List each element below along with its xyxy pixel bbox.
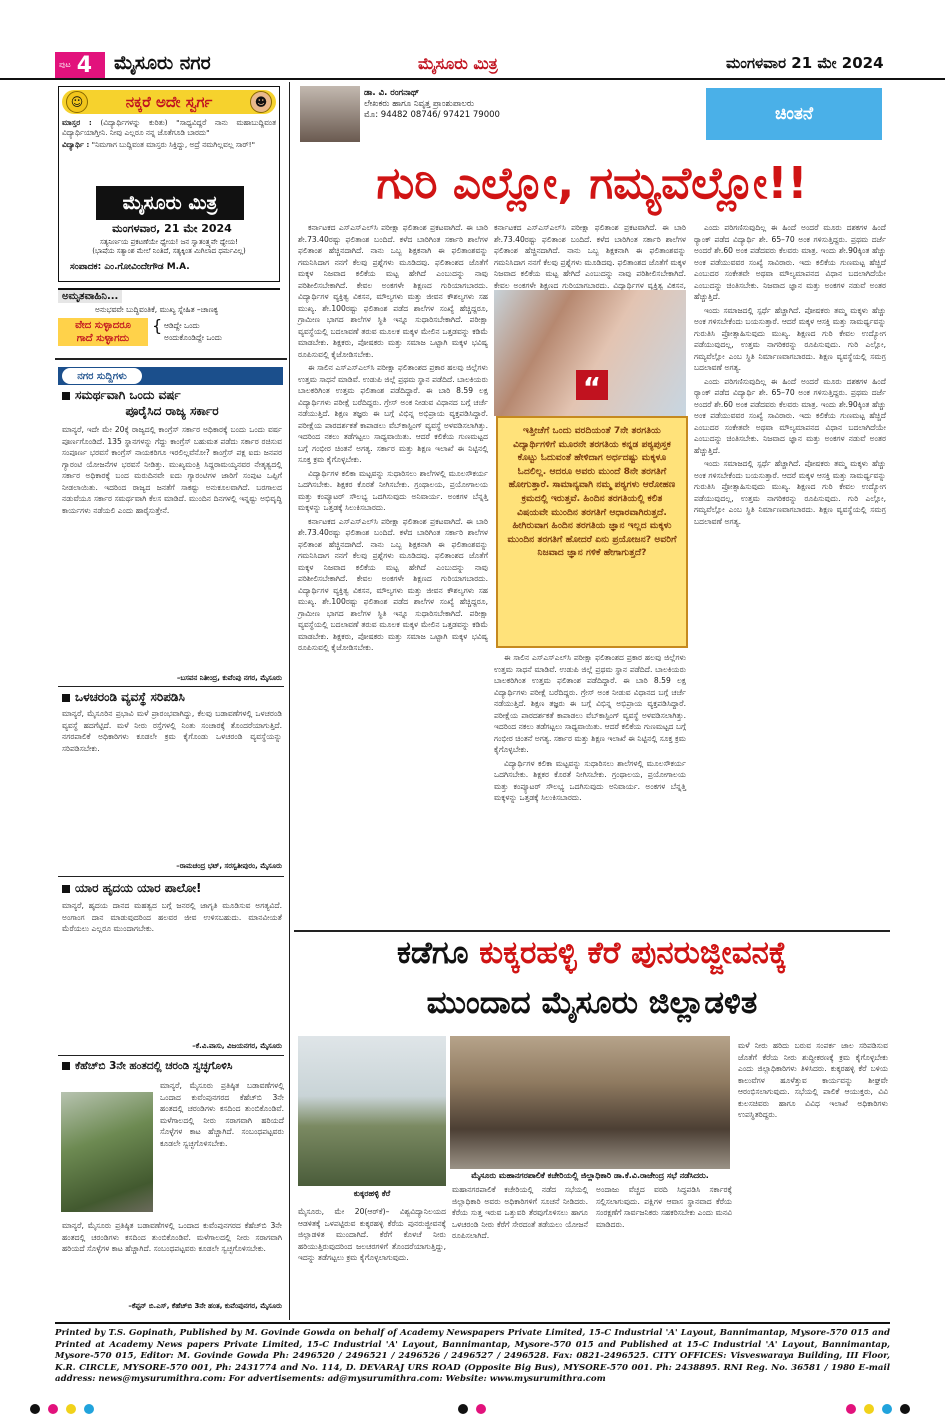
column-body-2-top: ಕರ್ನಾಟಕದ ಎಸ್ಎಸ್ಎಲ್‌ಸಿ ಪರೀಕ್ಷಾ ಫಲಿತಾಂಶ ಪ್ರಕಟವಾಗಿದೆ. ಈ ಬಾರಿ ಶೇ.73.40ರಷ್ಟು ಫಲಿತಾಂಶ ಬಂದಿದೆ. ಕಳೆದ ಬಾರಿಗಿಂತ ಸರ್ಕಾರಿ ಶಾಲೆಗಳ ಫಲಿತಾಂಶ ಹೆಚ್ಚಿನದಾಗಿದೆ. ನಾನು ಒಬ್ಬ ಶಿಕ್ಷಕನಾಗಿ ಈ ಫಲಿತಾಂಶವನ್ನು ಗಮನಿಸಿದಾಗ ನನಗೆ ಕೆಲವು ಪ್ರಶ್ನೆಗಳು ಮೂಡಿದವು. ಫಲಿತಾಂಶದ ಜೊತೆಗೆ ಮಕ್ಕಳ ನಿಜವಾದ ಕಲಿಕೆಯ ಮಟ್ಟ ಹೇಗಿದೆ ಎಂಬುದನ್ನು ನಾವು ಪರಿಶೀಲಿಸಬೇಕಾಗಿದೆ. ಕೇವಲ ಅಂಕಗಳೇ ಶಿಕ್ಷಣದ ಗುರಿಯಾಗಬಾರದು. ವಿದ್ಯಾರ್ಥಿಗಳ ವ್ಯಕ್ತಿತ್ವ ವಿಕಸನ, (494, 223, 686, 290)
meeting-photo-caption: ಮೈಸೂರು ಮಹಾನಗರಪಾಲಿಕೆ ಕಚೇರಿಯಲ್ಲಿ ಜಿಲ್ಲಾಧಿಕಾರಿ ಡಾ.ಕೆ.ವಿ.ರಾಜೇಂದ್ರ ಸಭೆ ನಡೆಸಿದರು. (471, 1171, 709, 1180)
paragraph: ಈ ಸಾಲಿನ ಎಸ್ಎಸ್ಎಲ್‌ಸಿ ಪರೀಕ್ಷಾ ಫಲಿತಾಂಶದ ಪ್ರಕಾರ ಹಲವು ಜಿಲ್ಲೆಗಳು ಉತ್ತಮ ಸಾಧನೆ ಮಾಡಿವೆ. ಉಡುಪಿ ಜಿಲ್ಲೆ ಪ್ರಥಮ ಸ್ಥಾನ ಪಡೆದಿದೆ. ಬಾಲಕಿಯರು ಬಾಲಕರಿಗಿಂತ ಉತ್ತಮ ಫಲಿತಾಂಶ ಪಡೆದಿದ್ದಾರೆ. ಈ ಬಾರಿ 8.59 ಲಕ್ಷ ವಿದ್ಯಾರ್ಥಿಗಳು ಪರೀಕ್ಷೆ ಬರೆದಿದ್ದರು. ಗ್ರೇಸ್ ಅಂಕ ನೀಡುವ ವಿಧಾನದ ಬಗ್ಗೆ ಚರ್ಚೆ ನಡೆಯುತ್ತಿದೆ. ಶಿಕ್ಷಣ ತಜ್ಞರು ಈ ಬಗ್ಗೆ ವಿಭಿನ್ನ ಅಭಿಪ್ರಾಯ ವ್ಯಕ್ತಪಡಿಸಿದ್ದಾರೆ. ಪರೀಕ್ಷೆಯ ಪಾರದರ್ಶಕತೆ ಕಾಪಾಡಲು ವೆಬ್‌ಕಾಸ್ಟಿಂಗ್ ವ್ಯವಸ್ಥೆ ಅಳವಡಿಸಲಾಗಿತ್ತು. ಇದರಿಂದ ನಕಲು ತಡೆಗಟ್ಟಲು ಸಾಧ್ಯವಾಯಿತು. ಆದರೆ ಕಲಿಕೆಯ ಗುಣಮಟ್ಟದ ಬಗ್ಗೆ ಗಂಭೀರ ಚಿಂತನೆ ಅಗತ್ಯ. ಸರ್ಕಾರ ಮತ್ತು ಶಿಕ್ಷಣ ಇಲಾಖೆ ಈ ನಿಟ್ಟಿನಲ್ಲಿ ಸೂಕ್ತ ಕ್ರಮ ಕೈಗೊಳ್ಳಬೇಕು. (494, 653, 686, 754)
paragraph: ಇಂದು ಸಮಾಜದಲ್ಲಿ ಸ್ಪರ್ಧೆ ಹೆಚ್ಚಾಗಿದೆ. ಪೋಷಕರು ತಮ್ಮ ಮಕ್ಕಳು ಹೆಚ್ಚು ಅಂಕ ಗಳಿಸಬೇಕೆಂದು ಬಯಸುತ್ತಾರೆ. ಆದರೆ ಮಕ್ಕಳ ಆಸಕ್ತಿ ಮತ್ತು ಸಾಮರ್ಥ್ಯವನ್ನು ಗುರುತಿಸಿ ಪ್ರೋತ್ಸಾಹಿಸುವುದು ಮುಖ್ಯ. ಶಿಕ್ಷಣದ ಗುರಿ ಕೇವಲ ಉದ್ಯೋಗ ಪಡೆಯುವುದಲ್ಲ, ಉತ್ತಮ ನಾಗರಿಕರನ್ನು ರೂಪಿಸುವುದು. ಗುರಿ ಎಲ್ಲೋ, ಗಮ್ಯವೆಲ್ಲೋ ಎಂಬ ಸ್ಥಿತಿ ನಿರ್ಮಾಣವಾಗಬಾರದು. ಶಿಕ್ಷಣ ವ್ಯವಸ್ಥೆಯಲ್ಲಿ ಸಮಗ್ರ ಬದಲಾವಣೆ ಅಗತ್ಯ. (694, 459, 886, 526)
story-3-headline (62, 880, 282, 896)
issue-date: ಮಂಗಳವಾರ 21 ಮೇ 2024 (726, 54, 884, 72)
author-photo (300, 86, 360, 142)
lake-headline-line-2: ಮುಂದಾದ ಮೈಸೂರು ಜಿಲ್ಲಾಡಳಿತ (426, 985, 758, 1021)
imprint-footer: Printed by T.S. Gopinath, Published by M. Govinde Gowda on behalf of Academy Newspapers Private Limited, 15-C Industrial 'A' Layout, Bannimantap, Mysore-570 015 and Printed at Academy News papers Private Limited, 15-C Industrial 'A' Layout, Bannimantap, Mysore-570 015 and Published at 15-C Industrial 'A' Layout, Bannimantap, Mysore-570 015, Editor: M. Govinde Gowda Ph: 2496520 / 2496521 / 2496526 / 2496527 / 2496528. Fax: 0821-2496525. CITY OFFICES: Visveswaraya Building, III Floor, K.R. CIRCLE, MYSORE-570 001, Ph: 2431774 and No. 114, D. DEVARAJ URS ROAD (Opposite Big Bus), MYSORE-570 001. Ph: 2438895. RNI Reg. No. 36581 / 1980 E-mail address: news@mysurumithra.com: For advertisements: ad@mysurumithra.com: Website: www.mysurumithra.com (55, 1322, 890, 1392)
story-3-body: ಮಾನ್ಯರೆ, ಹೃದಯ ದಾನದ ಮಹತ್ವದ ಬಗ್ಗೆ ಜನರಲ್ಲಿ ಜಾಗೃತಿ ಮೂಡಿಸುವ ಅಗತ್ಯವಿದೆ. ಅಂಗಾಂಗ ದಾನ ಮಾಡುವುದರಿಂದ ಹಲವರ ಜೀವ ಉಳಿಸಬಹುದು. ಮಾನವೀಯತೆ ಮೆರೆಯಲು ಎಲ್ಲರೂ ಮುಂದಾಗಬೇಕು. (62, 901, 282, 933)
bullet-icon (62, 392, 70, 400)
story-1-author: –ಬಸವನ ನಿತೀಂದ್ರ, ಕುವೆಂಪು ನಗರ, ಮೈಸೂರು (176, 674, 282, 682)
humor-speaker-1: ಮಾಸ್ತರ : (62, 118, 92, 127)
drain-photo (61, 1092, 153, 1212)
register-dot (48, 1404, 58, 1414)
lake-body-3: ಅಂದಾಜು ವೆಚ್ಚದ ವರದಿ ಸಿದ್ಧಪಡಿಸಿ ಸರ್ಕಾರಕ್ಕೆ ಸಲ್ಲಿಸಲಾಗುವುದು. ಪಕ್ಷಿಗಳ ಆವಾಸ ಸ್ಥಾನವಾದ ಕೆರೆಯ ಸಂರಕ್ಷಣೆಗೆ ಸಾರ್ವಜನಿಕರು ಸಹಕರಿಸಬೇಕು ಎಂದು ಮನವಿ ಮಾಡಿದರು. (596, 1185, 732, 1229)
story-4-author: –ಕೆಪ್ಟನ್ ಬಿ.ಎಸ್, ಕೆಹೆಚ್‌ಬಿ 3ನೇ ಹಂತ, ಕುವೆಂಪುನಗರ, ಮೈಸೂರು (128, 1302, 282, 1310)
column-body-1 (298, 222, 488, 926)
editor-name: ಎಂ.ಗೋವಿಂದೇಗೌಡ M.A. (104, 262, 190, 272)
divider (55, 358, 287, 360)
saying-2: ಅಂದುಕೊಂಡಿದ್ದೇ ಒಂದು (164, 333, 222, 342)
story-4-body-top: ಮಾನ್ಯರೆ, ಮೈಸೂರು ಪ್ರತಿಷ್ಠಿತ ಬಡಾವಣೆಗಳಲ್ಲಿ ಒಂದಾದ ಕುವೆಂಪುನಗರದ ಕೆಹೆಚ್‌ಬಿ 3ನೇ ಹಂತದಲ್ಲಿ ಚರಂಡಿಗಳು ಕಸದಿಂದ ತುಂಬಿಕೊಂಡಿವೆ. ಮಳೆಗಾಲದಲ್ಲಿ ನೀರು ಸರಾಗವಾಗಿ ಹರಿಯದೆ ಸೊಳ್ಳೆಗಳ ಕಾಟ ಹೆಚ್ಚಾಗಿದೆ. ಸಂಬಂಧಪಟ್ಟವರು ಕೂಡಲೇ ಸ್ವಚ್ಛಗೊಳಿಸಬೇಕು. (160, 1081, 284, 1148)
masthead-date: ಮಂಗಳವಾರ, 21 ಮೇ 2024 (112, 222, 232, 235)
saying-1: ಆಡಿದ್ದೇ ಒಂದು (164, 321, 200, 330)
masthead-logo: ಮೈಸೂರು ಮಿತ್ರ (96, 186, 244, 220)
lake-photo-caption: ಕುಕ್ಕರಹಳ್ಳಿ ಕೆರೆ (353, 1189, 391, 1198)
quote-mark-icon: “ (576, 370, 608, 400)
register-dot (476, 1404, 486, 1414)
story-1-title-line-2: ಪೂರೈಸಿದ ರಾಜ್ಯ ಸರ್ಕಾರ (125, 404, 219, 418)
column-divider (289, 82, 290, 1320)
lake-headline-b: ಕುಕ್ಕರಹಳ್ಳಿ ಕೆರೆ ಪುನರುಜ್ಜೀವನಕ್ಕೆ (479, 935, 787, 971)
lake-body-4: ಮಳೆ ನೀರು ಹರಿದು ಬರುವ ಸಂಪರ್ಕ ಜಾಲ ಸರಿಪಡಿಸುವ ಜೊತೆಗೆ ಕೆರೆಯ ನೀರು ಶುದ್ಧೀಕರಣಕ್ಕೆ ಕ್ರಮ ಕೈಗೊಳ್ಳಬೇಕು ಎಂದು ಜಿಲ್ಲಾಧಿಕಾರಿಗಳು ತಿಳಿಸಿದರು. ಕುಕ್ಕರಹಳ್ಳಿ ಕೆರೆ ಬಳಿಯ ಕಾಲುವೆಗಳ ಹೂಳೆತ್ತುವ ಕಾರ್ಯವನ್ನು ಶೀಘ್ರವೇ ಆರಂಭಿಸಲಾಗುವುದು. ಸಭೆಯಲ್ಲಿ ಪಾಲಿಕೆ ಆಯುಕ್ತರು, ವಿವಿ ಕುಲಸಚಿವರು ಹಾಗೂ ವಿವಿಧ ಇಲಾಖೆ ಅಧಿಕಾರಿಗಳು ಉಪಸ್ಥಿತರಿದ್ದರು. (738, 1041, 888, 1119)
editor-line (70, 262, 190, 272)
paragraph: ಎಂದು ಪರಿಗಣಿಸುವುದಿಲ್ಲ ಈ ಹಿಂದೆ ಅಂದರೆ ಮೂರು ದಶಕಗಳ ಹಿಂದೆ ರ‍್ಯಾಂಕ್ ಪಡೆದ ವಿದ್ಯಾರ್ಥಿ ಶೇ. 65–70 ಅಂಕ ಗಳಿಸುತ್ತಿದ್ದರು. ಪ್ರಥಮ ದರ್ಜೆ ಅಂದರೆ ಶೇ.60 ಅಂಕ ಪಡೆದವರು ಕೆಲವರು ಮಾತ್ರ. ಇಂದು ಶೇ.90ಕ್ಕಿಂತ ಹೆಚ್ಚು ಅಂಕ ಪಡೆಯುವವರ ಸಂಖ್ಯೆ ಸಾವಿರಾರು. ಇದು ಕಲಿಕೆಯ ಗುಣಮಟ್ಟ ಹೆಚ್ಚಿದೆ ಎಂಬುದರ ಸಂಕೇತವೇ ಅಥವಾ ಮೌಲ್ಯಮಾಪನದ ವಿಧಾನ ಬದಲಾಗಿದೆಯೇ ಎಂಬುದನ್ನು ಚಿಂತಿಸಬೇಕು. ನಿಜವಾದ ಜ್ಞಾನ ಮತ್ತು ಅಂಕಗಳ ನಡುವೆ ಅಂತರ ಹೆಚ್ಚುತ್ತಿದೆ. (694, 376, 886, 455)
story-4-body: ಮಾನ್ಯರೆ, ಮೈಸೂರು ಪ್ರತಿಷ್ಠಿತ ಬಡಾವಣೆಗಳಲ್ಲಿ ಒಂದಾದ ಕುವೆಂಪುನಗರದ ಕೆಹೆಚ್‌ಬಿ 3ನೇ ಹಂತದಲ್ಲಿ ಚರಂಡಿಗಳು ಕಸದಿಂದ ತುಂಬಿಕೊಂಡಿವೆ. ಮಳೆಗಾಲದಲ್ಲಿ ನೀರು ಸರಾಗವಾಗಿ ಹರಿಯದೆ ಸೊಳ್ಳೆಗಳ ಕಾಟ ಹೆಚ್ಚಾಗಿದೆ. ಸಂಬಂಧಪಟ್ಟವರು ಕೂಡಲೇ ಸ್ವಚ್ಛಗೊಳಿಸಬೇಕು. (62, 1221, 282, 1253)
paragraph: ಕರ್ನಾಟಕದ ಎಸ್ಎಸ್ಎಲ್‌ಸಿ ಪರೀಕ್ಷಾ ಫಲಿತಾಂಶ ಪ್ರಕಟವಾಗಿದೆ. ಈ ಬಾರಿ ಶೇ.73.40ರಷ್ಟು ಫಲಿತಾಂಶ ಬಂದಿದೆ. ಕಳೆದ ಬಾರಿಗಿಂತ ಸರ್ಕಾರಿ ಶಾಲೆಗಳ ಫಲಿತಾಂಶ ಹೆಚ್ಚಿನದಾಗಿದೆ. ನಾನು ಒಬ್ಬ ಶಿಕ್ಷಕನಾಗಿ ಈ ಫಲಿತಾಂಶವನ್ನು ಗಮನಿಸಿದಾಗ ನನಗೆ ಕೆಲವು ಪ್ರಶ್ನೆಗಳು ಮೂಡಿದವು. ಫಲಿತಾಂಶದ ಜೊತೆಗೆ ಮಕ್ಕಳ ನಿಜವಾದ ಕಲಿಕೆಯ ಮಟ್ಟ ಹೇಗಿದೆ ಎಂಬುದನ್ನು ನಾವು ಪರಿಶೀಲಿಸಬೇಕಾಗಿದೆ. ಕೇವಲ ಅಂಕಗಳೇ ಶಿಕ್ಷಣದ ಗುರಿಯಾಗಬಾರದು. ವಿದ್ಯಾರ್ಥಿಗಳ ವ್ಯಕ್ತಿತ್ವ ವಿಕಸನ, ಮೌಲ್ಯಗಳು ಮತ್ತು ಜೀವನ ಕೌಶಲ್ಯಗಳು ಸಹ ಮುಖ್ಯ. ಶೇ.100ರಷ್ಟು ಫಲಿತಾಂಶ ಪಡೆದ ಶಾಲೆಗಳ ಸಂಖ್ಯೆ ಹೆಚ್ಚಿದ್ದರೂ, ಗ್ರಾಮೀಣ ಭಾಗದ ಶಾಲೆಗಳ ಸ್ಥಿತಿ ಇನ್ನೂ ಸುಧಾರಿಸಬೇಕಾಗಿದೆ. ಪರೀಕ್ಷಾ ವ್ಯವಸ್ಥೆಯಲ್ಲಿ ಬದಲಾವಣೆ ತರುವ ಮೂಲಕ ಮಕ್ಕಳ ಮೇಲಿನ ಒತ್ತಡವನ್ನು ಕಡಿಮೆ ಮಾಡಬೇಕು. ಶಿಕ್ಷಕರು, ಪೋಷಕರು ಮತ್ತು ಸಮಾಜ ಒಟ್ಟಾಗಿ ಮಕ್ಕಳ ಭವಿಷ್ಯ ರೂಪಿಸುವಲ್ಲಿ ಕೈಜೋಡಿಸಬೇಕು. (298, 516, 488, 652)
lake-photo (298, 1036, 446, 1186)
cartoon-face-icon: ☻ (250, 91, 272, 113)
story-3-author: –ಕೆ.ವಿ.ವಾಸು, ವಿಜಯನಗರ, ಮೈಸೂರು (192, 1042, 282, 1050)
page-number-badge (55, 52, 105, 78)
page-label: ಪುಟ (59, 60, 71, 69)
section-title: ಮೈಸೂರು ನಗರ (114, 52, 211, 74)
story-2-headline (62, 689, 282, 705)
proverb-sayings (164, 320, 222, 344)
register-dot (864, 1404, 874, 1414)
register-dot (30, 1404, 40, 1414)
author-phone: ಮೊ: 94482 08746/ 97421 79000 (364, 110, 500, 120)
lake-headline-line-1 (296, 935, 888, 972)
meeting-photo (450, 1036, 730, 1169)
paragraph: ವಿದ್ಯಾರ್ಥಿಗಳ ಕಲಿಕಾ ಮಟ್ಟವನ್ನು ಸುಧಾರಿಸಲು ಶಾಲೆಗಳಲ್ಲಿ ಮೂಲಸೌಕರ್ಯ ಒದಗಿಸಬೇಕು. ಶಿಕ್ಷಕರ ಕೊರತೆ ನೀಗಿಸಬೇಕು. ಗ್ರಂಥಾಲಯ, ಪ್ರಯೋಗಾಲಯ ಮತ್ತು ಕಂಪ್ಯೂಟರ್ ಸೌಲಭ್ಯ ಒದಗಿಸುವುದು ಅನಿವಾರ್ಯ. ಅಂಕಗಳ ಬೆನ್ನತ್ತಿ ಮಕ್ಕಳನ್ನು ಒತ್ತಡಕ್ಕೆ ಸಿಲುಕಿಸಬಾರದು. (494, 758, 686, 802)
author-role: ಲೇಖಕರು ಹಾಗೂ ನಿವೃತ್ತ ಪ್ರಾಂಶುಪಾಲರು (364, 99, 475, 109)
lake-body-1: ಮೈಸೂರು, ಮೇ 20(ಆರ್‌ಕೆ)– ವಿಶ್ವವಿದ್ಯಾನಿಲಯದ ಆಡಳಿತಕ್ಕೆ ಒಳಪಟ್ಟಿರುವ ಕುಕ್ಕರಹಳ್ಳಿ ಕೆರೆಯ ಪುನರುಜ್ಜೀವನಕ್ಕೆ ಜಿಲ್ಲಾಡಳಿತ ಮುಂದಾಗಿದೆ. ಕೆರೆಗೆ ಕೊಳಚೆ ನೀರು ಹರಿಯುತ್ತಿರುವುದರಿಂದ ಜಲಚರಗಳಿಗೆ ತೊಂದರೆಯಾಗುತ್ತಿದ್ದು, ಇದನ್ನು ತಡೆಗಟ್ಟಲು ಕ್ರಮ ಕೈಗೊಳ್ಳಲಾಗುವುದು. (298, 1207, 446, 1262)
humor-dialogue (62, 118, 276, 150)
masthead: ಮೈಸೂರು ಮಿತ್ರ (418, 54, 498, 73)
proverb-line-2: ಗಾದೆ ಸುಳ್ಳಾಗದು (76, 333, 130, 344)
humor-line-1: (ವಿದ್ಯಾರ್ಥಿಗಳನ್ನು ಕುರಿತು) "ಸಾಧ್ಯವಿದ್ದರೆ ನಾನು ಮಹಾಬುದ್ದಿವಂತ ವಿದ್ಯಾರ್ಥಿಯಾಗ್ತೀನಿ. ನೀವು ಎಲ್ಲರೂ ನನ್ನ ಜೊತೆಗೂಡಿ ಬಾರದು" (62, 118, 276, 137)
motto-line-1: ಸತ್ಯನಿರ್ಣಯ ಪ್ರಕಟಣೆಯೇ ಧ್ಯೇಯ! ಜನ ಸ್ವಾತಂತ್ರ್ಯವೇ ಧ್ಯೇಯ! (100, 238, 238, 246)
story-2-title: ಒಳಚರಂಡಿ ವ್ಯವಸ್ಥೆ ಸರಿಪಡಿಸಿ (75, 690, 185, 704)
humor-title: ನಕ್ಕರೆ ಅದೇ ಸ್ವರ್ಗ (62, 90, 276, 114)
divider (294, 930, 890, 932)
editor-label: ಸಂಪಾದಕ: (70, 262, 102, 272)
pull-quote-text: ಇತ್ತೀಚೆಗೆ ಒಂದು ವರದಿಯಂತೆ 7ನೇ ತರಗತಿಯ ವಿದ್ಯಾರ್ಥಿಗಳಿಗೆ ಮೂರನೇ ತರಗತಿಯ ಕನ್ನಡ ಪಠ್ಯಪುಸ್ತಕ ಕೊಟ್ಟು ಓದುವಂತೆ ಹೇಳಿದಾಗ ಅರ್ಧದಷ್ಟು ಮಕ್ಕಳೂ ಓದಲಿಲ್ಲ. ಆದರೂ ಅವರು ಮುಂದೆ 8ನೇ ತರಗತಿಗೆ ಹೋಗುತ್ತಾರೆ. ಸಾಮಾನ್ಯವಾಗಿ ನಮ್ಮ ಪಠ್ಯಗಳು ಆರೋಹಣ ಕ್ರಮದಲ್ಲಿ ಇರುತ್ತವೆ. ಹಿಂದಿನ ತರಗತಿಯಲ್ಲಿ ಕಲಿತ ವಿಷಯವೇ ಮುಂದಿನ ತರಗತಿಗೆ ಆಧಾರವಾಗಿರುತ್ತದೆ. ಹೀಗಿರುವಾಗ ಹಿಂದಿನ ತರಗತಿಯ ಜ್ಞಾನ ಇಲ್ಲದ ಮಕ್ಕಳು ಮುಂದಿನ ತರಗತಿಗೆ ಹೋದರೆ ಏನು ಪ್ರಯೋಜನ? ಅವರಿಗೆ ನಿಜವಾದ ಜ್ಞಾನ ಗಳಿಕೆ ಹೇಗಾಗುತ್ತದೆ? (507, 425, 677, 559)
divider (58, 686, 284, 687)
paragraph: ವಿದ್ಯಾರ್ಥಿಗಳ ಕಲಿಕಾ ಮಟ್ಟವನ್ನು ಸುಧಾರಿಸಲು ಶಾಲೆಗಳಲ್ಲಿ ಮೂಲಸೌಕರ್ಯ ಒದಗಿಸಬೇಕು. ಶಿಕ್ಷಕರ ಕೊರತೆ ನೀಗಿಸಬೇಕು. ಗ್ರಂಥಾಲಯ, ಪ್ರಯೋಗಾಲಯ ಮತ್ತು ಕಂಪ್ಯೂಟರ್ ಸೌಲಭ್ಯ ಒದಗಿಸುವುದು ಅನಿವಾರ್ಯ. ಅಂಕಗಳ ಬೆನ್ನತ್ತಿ ಮಕ್ಕಳನ್ನು ಒತ್ತಡಕ್ಕೆ ಸಿಲುಕಿಸಬಾರದು. (298, 468, 488, 512)
amrutha-title: ಅಮೃತವಾಹಿನಿ... (58, 290, 122, 303)
story-2-author: –ರಾಮಚಂದ್ರ ಭಟ್, ಸರಸ್ವತೀಪುರಂ, ಮೈಸೂರು (176, 862, 282, 870)
register-dot (66, 1404, 76, 1414)
story-4-title: ಕೆಹೆಚ್‌ಬಿ 3ನೇ ಹಂತದಲ್ಲಿ ಚರಂಡಿ ಸ್ವಚ್ಛಗೊಳಿಸಿ (75, 1060, 233, 1072)
story-4-headline (62, 1058, 282, 1074)
story-3-title: ಯಾರ ಹೃದಯ ಯಾರ ಪಾಲೋ! (75, 881, 202, 895)
motto-line-2: (ಭಾಷೆಯ ಸತ್ಯಾಂಶ ಮೇಲೆ ನಿಂತಿದೆ, ಸತ್ಯಕ್ಕಿಂತ ಮಿಗಿಲಾದ ಧರ್ಮವಿಲ್ಲ) (92, 247, 246, 255)
divider (58, 1055, 284, 1056)
pull-quote (496, 416, 688, 648)
paragraph: ಈ ಸಾಲಿನ ಎಸ್ಎಸ್ಎಲ್‌ಸಿ ಪರೀಕ್ಷಾ ಫಲಿತಾಂಶದ ಪ್ರಕಾರ ಹಲವು ಜಿಲ್ಲೆಗಳು ಉತ್ತಮ ಸಾಧನೆ ಮಾಡಿವೆ. ಉಡುಪಿ ಜಿಲ್ಲೆ ಪ್ರಥಮ ಸ್ಥಾನ ಪಡೆದಿದೆ. ಬಾಲಕಿಯರು ಬಾಲಕರಿಗಿಂತ ಉತ್ತಮ ಫಲಿತಾಂಶ ಪಡೆದಿದ್ದಾರೆ. ಈ ಬಾರಿ 8.59 ಲಕ್ಷ ವಿದ್ಯಾರ್ಥಿಗಳು ಪರೀಕ್ಷೆ ಬರೆದಿದ್ದರು. ಗ್ರೇಸ್ ಅಂಕ ನೀಡುವ ವಿಧಾನದ ಬಗ್ಗೆ ಚರ್ಚೆ ನಡೆಯುತ್ತಿದೆ. ಶಿಕ್ಷಣ ತಜ್ಞರು ಈ ಬಗ್ಗೆ ವಿಭಿನ್ನ ಅಭಿಪ್ರಾಯ ವ್ಯಕ್ತಪಡಿಸಿದ್ದಾರೆ. ಪರೀಕ್ಷೆಯ ಪಾರದರ್ಶಕತೆ ಕಾಪಾಡಲು ವೆಬ್‌ಕಾಸ್ಟಿಂಗ್ ವ್ಯವಸ್ಥೆ ಅಳವಡಿಸಲಾಗಿತ್ತು. ಇದರಿಂದ ನಕಲು ತಡೆಗಟ್ಟಲು ಸಾಧ್ಯವಾಯಿತು. ಆದರೆ ಕಲಿಕೆಯ ಗುಣಮಟ್ಟದ ಬಗ್ಗೆ ಗಂಭೀರ ಚಿಂತನೆ ಅಗತ್ಯ. ಸರ್ಕಾರ ಮತ್ತು ಶಿಕ್ಷಣ ಇಲಾಖೆ ಈ ನಿಟ್ಟಿನಲ್ಲಿ ಸೂಕ್ತ ಕ್ರಮ ಕೈಗೊಳ್ಳಬೇಕು. (298, 363, 488, 464)
lake-headline-a: ಕಡೆಗೂ (396, 935, 469, 971)
column-section-label: ಚಿಂತನೆ (706, 88, 882, 140)
page-number: 4 (76, 52, 93, 78)
bullet-icon (62, 694, 70, 702)
laughing-face-icon: ☺ (66, 91, 88, 113)
column-body-3 (694, 222, 886, 926)
author-name: ಡಾ. ವಿ. ರಂಗನಾಥ್ (364, 88, 420, 98)
bullet-icon (62, 1062, 70, 1070)
lake-body-2: ಮಹಾನಗರಪಾಲಿಕೆ ಕಚೇರಿಯಲ್ಲಿ ನಡೆದ ಸಭೆಯಲ್ಲಿ ಜಿಲ್ಲಾಧಿಕಾರಿ ಅವರು ಅಧಿಕಾರಿಗಳಿಗೆ ಸೂಚನೆ ನೀಡಿದರು. ಕೆರೆಯ ಸುತ್ತ ಇರುವ ಒತ್ತುವರಿ ತೆರವುಗೊಳಿಸಲು ಹಾಗೂ ಒಳಚರಂಡಿ ನೀರು ಕೆರೆಗೆ ಸೇರದಂತೆ ತಡೆಯಲು ಯೋಜನೆ ರೂಪಿಸಲಾಗಿದೆ. (452, 1185, 588, 1240)
column-headline: ಗುರಿ ಎಲ್ಲೋ, ಗಮ್ಯವೆಲ್ಲೋ!! (376, 158, 808, 209)
story-1-headline (62, 387, 282, 419)
proverb-line-1: ವೇದ ಸುಳ್ಳಾದರೂ (75, 320, 131, 331)
paragraph: ಕರ್ನಾಟಕದ ಎಸ್ಎಸ್ಎಲ್‌ಸಿ ಪರೀಕ್ಷಾ ಫಲಿತಾಂಶ ಪ್ರಕಟವಾಗಿದೆ. ಈ ಬಾರಿ ಶೇ.73.40ರಷ್ಟು ಫಲಿತಾಂಶ ಬಂದಿದೆ. ಕಳೆದ ಬಾರಿಗಿಂತ ಸರ್ಕಾರಿ ಶಾಲೆಗಳ ಫಲಿತಾಂಶ ಹೆಚ್ಚಿನದಾಗಿದೆ. ನಾನು ಒಬ್ಬ ಶಿಕ್ಷಕನಾಗಿ ಈ ಫಲಿತಾಂಶವನ್ನು ಗಮನಿಸಿದಾಗ ನನಗೆ ಕೆಲವು ಪ್ರಶ್ನೆಗಳು ಮೂಡಿದವು. ಫಲಿತಾಂಶದ ಜೊತೆಗೆ ಮಕ್ಕಳ ನಿಜವಾದ ಕಲಿಕೆಯ ಮಟ್ಟ ಹೇಗಿದೆ ಎಂಬುದನ್ನು ನಾವು ಪರಿಶೀಲಿಸಬೇಕಾಗಿದೆ. ಕೇವಲ ಅಂಕಗಳೇ ಶಿಕ್ಷಣದ ಗುರಿಯಾಗಬಾರದು. ವಿದ್ಯಾರ್ಥಿಗಳ ವ್ಯಕ್ತಿತ್ವ ವಿಕಸನ, ಮೌಲ್ಯಗಳು ಮತ್ತು ಜೀವನ ಕೌಶಲ್ಯಗಳು ಸಹ ಮುಖ್ಯ. ಶೇ.100ರಷ್ಟು ಫಲಿತಾಂಶ ಪಡೆದ ಶಾಲೆಗಳ ಸಂಖ್ಯೆ ಹೆಚ್ಚಿದ್ದರೂ, ಗ್ರಾಮೀಣ ಭಾಗದ ಶಾಲೆಗಳ ಸ್ಥಿತಿ ಇನ್ನೂ ಸುಧಾರಿಸಬೇಕಾಗಿದೆ. ಪರೀಕ್ಷಾ ವ್ಯವಸ್ಥೆಯಲ್ಲಿ ಬದಲಾವಣೆ ತರುವ ಮೂಲಕ ಮಕ್ಕಳ ಮೇಲಿನ ಒತ್ತಡವನ್ನು ಕಡಿಮೆ ಮಾಡಬೇಕು. ಶಿಕ್ಷಕರು, ಪೋಷಕರು ಮತ್ತು ಸಮಾಜ ಒಟ್ಟಾಗಿ ಮಕ್ಕಳ ಭವಿಷ್ಯ ರೂಪಿಸುವಲ್ಲಿ ಕೈಜೋಡಿಸಬೇಕು. (298, 223, 488, 359)
paragraph: ಇಂದು ಸಮಾಜದಲ್ಲಿ ಸ್ಪರ್ಧೆ ಹೆಚ್ಚಾಗಿದೆ. ಪೋಷಕರು ತಮ್ಮ ಮಕ್ಕಳು ಹೆಚ್ಚು ಅಂಕ ಗಳಿಸಬೇಕೆಂದು ಬಯಸುತ್ತಾರೆ. ಆದರೆ ಮಕ್ಕಳ ಆಸಕ್ತಿ ಮತ್ತು ಸಾಮರ್ಥ್ಯವನ್ನು ಗುರುತಿಸಿ ಪ್ರೋತ್ಸಾಹಿಸುವುದು ಮುಖ್ಯ. ಶಿಕ್ಷಣದ ಗುರಿ ಕೇವಲ ಉದ್ಯೋಗ ಪಡೆಯುವುದಲ್ಲ, ಉತ್ತಮ ನಾಗರಿಕರನ್ನು ರೂಪಿಸುವುದು. ಗುರಿ ಎಲ್ಲೋ, ಗಮ್ಯವೆಲ್ಲೋ ಎಂಬ ಸ್ಥಿತಿ ನಿರ್ಮಾಣವಾಗಬಾರದು. ಶಿಕ್ಷಣ ವ್ಯವಸ್ಥೆಯಲ್ಲಿ ಸಮಗ್ರ ಬದಲಾವಣೆ ಅಗತ್ಯ. (694, 305, 886, 372)
humor-speaker-2: ವಿದ್ಯಾರ್ಥಿ : (62, 140, 90, 149)
city-news-tag: ನಗರ ಸುದ್ದಿಗಳು (62, 368, 142, 384)
proverb-box (58, 318, 148, 346)
brace-icon: { (152, 316, 163, 335)
bullet-icon (62, 885, 70, 893)
register-dot (458, 1404, 468, 1414)
humor-line-2: "ನಿಮಗಾಗ ಬುದ್ದಿವಂತ ಮಾಸ್ತರು ಸಿಕ್ತಿದ್ದು, ಅದ್ರೆ ನಮಗಿಲ್ಲವಲ್ಲ ಸಾರ್!" (91, 140, 255, 149)
column-body-2 (494, 652, 686, 926)
register-dot (846, 1404, 856, 1414)
register-dot (84, 1404, 94, 1414)
divider (58, 876, 284, 877)
paragraph: ಎಂದು ಪರಿಗಣಿಸುವುದಿಲ್ಲ ಈ ಹಿಂದೆ ಅಂದರೆ ಮೂರು ದಶಕಗಳ ಹಿಂದೆ ರ‍್ಯಾಂಕ್ ಪಡೆದ ವಿದ್ಯಾರ್ಥಿ ಶೇ. 65–70 ಅಂಕ ಗಳಿಸುತ್ತಿದ್ದರು. ಪ್ರಥಮ ದರ್ಜೆ ಅಂದರೆ ಶೇ.60 ಅಂಕ ಪಡೆದವರು ಕೆಲವರು ಮಾತ್ರ. ಇಂದು ಶೇ.90ಕ್ಕಿಂತ ಹೆಚ್ಚು ಅಂಕ ಪಡೆಯುವವರ ಸಂಖ್ಯೆ ಸಾವಿರಾರು. ಇದು ಕಲಿಕೆಯ ಗುಣಮಟ್ಟ ಹೆಚ್ಚಿದೆ ಎಂಬುದರ ಸಂಕೇತವೇ ಅಥವಾ ಮೌಲ್ಯಮಾಪನದ ವಿಧಾನ ಬದಲಾಗಿದೆಯೇ ಎಂಬುದನ್ನು ಚಿಂತಿಸಬೇಕು. ನಿಜವಾದ ಜ್ಞಾನ ಮತ್ತು ಅಂಕಗಳ ನಡುವೆ ಅಂತರ ಹೆಚ್ಚುತ್ತಿದೆ. (694, 223, 886, 301)
register-dot (900, 1404, 910, 1414)
author-info (364, 88, 500, 121)
story-1-title-line-1: ಸಮರ್ಥವಾಗಿ ಒಂದು ವರ್ಷ (75, 388, 181, 402)
amrutha-quote: ಅನುಭವವೇ ಬುದ್ಧಿವಂತಿಕೆ, ಮುಖ್ಯ ಸ್ನೇಹಿತ –ಚಾಣಕ್ಯ (95, 305, 219, 314)
story-2-body: ಮಾನ್ಯರೆ, ಮೈಸೂರಿನ ಪ್ರಭಾವಿ ಮಳೆ ಪ್ರಾರಂಭವಾಗಿದ್ದು, ಕೆಲವು ಬಡಾವಣೆಗಳಲ್ಲಿ ಒಳಚರಂಡಿ ವ್ಯವಸ್ಥೆ ಹದಗೆಟ್ಟಿದೆ. ಮಳೆ ನೀರು ರಸ್ತೆಗಳಲ್ಲಿ ನಿಂತು ಸಂಚಾರಕ್ಕೆ ತೊಂದರೆಯಾಗುತ್ತಿದೆ. ನಗರಪಾಲಿಕೆ ಅಧಿಕಾರಿಗಳು ಕೂಡಲೇ ಕ್ರಮ ಕೈಗೊಂಡು ಒಳಚರಂಡಿ ವ್ಯವಸ್ಥೆಯನ್ನು ಸರಿಪಡಿಸಬೇಕು. (62, 709, 282, 753)
masthead-motto (60, 238, 278, 256)
story-1-body: ಮಾನ್ಯರೆ, ಇದೇ ಮೇ 20ಕ್ಕೆ ರಾಜ್ಯದಲ್ಲಿ ಕಾಂಗ್ರೆಸ್ ಸರ್ಕಾರ ಅಧಿಕಾರಕ್ಕೆ ಬಂದು ಒಂದು ವರ್ಷ ಪೂರ್ಣಗೊಂಡಿದೆ. 135 ಸ್ಥಾನಗಳನ್ನು ಗೆದ್ದು ಕಾಂಗ್ರೆಸ್ ಬಹುಮತ ಪಡೆದು ಸರ್ಕಾರ ರಚಿಸುವ ಸಂಪೂರ್ಣ ಭರವಸೆ ಕಾಂಗ್ರೆಸ್ ನಾಯಕರಿಗೂ ಇರಲಿಲ್ಲವೆನೋ? ಕಾಂಗ್ರೆಸ್ ಪಕ್ಷ ಐದು ಜನಪರ ಗ್ಯಾರಂಟಿ ಯೋಜನೆಗಳ ಭರವಸೆ ನೀಡಿತ್ತು. ಮುಖ್ಯಮಂತ್ರಿ ಸಿದ್ದರಾಮಯ್ಯನವರ ನೇತೃತ್ವದಲ್ಲಿ ಸರ್ಕಾರ ಅಧಿಕಾರಕ್ಕೆ ಬಂದ ಮರುದಿನವೇ ಐದು ಗ್ಯಾರಂಟಿಗಳ ಜಾರಿಗೆ ಸಂಪುಟ ಒಪ್ಪಿಗೆ ನೀಡಲಾಯಿತು. ಇದರಿಂದ ರಾಜ್ಯದ ಜನತೆಗೆ ಸಾಕಷ್ಟು ಅನುಕೂಲವಾಗಿದೆ. ಬರಗಾಲದ ನಡುವೆಯೂ ಸರ್ಕಾರ ಸಮರ್ಥವಾಗಿ ಕೆಲಸ ಮಾಡಿದೆ. ಮುಂದಿನ ದಿನಗಳಲ್ಲಿ ಇನ್ನಷ್ಟು ಅಭಿವೃದ್ಧಿ ಕಾರ್ಯಗಳು ನಡೆಯಲಿ ಎಂದು ಹಾರೈಸುತ್ತೇನೆ. (62, 425, 282, 515)
register-dot (882, 1404, 892, 1414)
